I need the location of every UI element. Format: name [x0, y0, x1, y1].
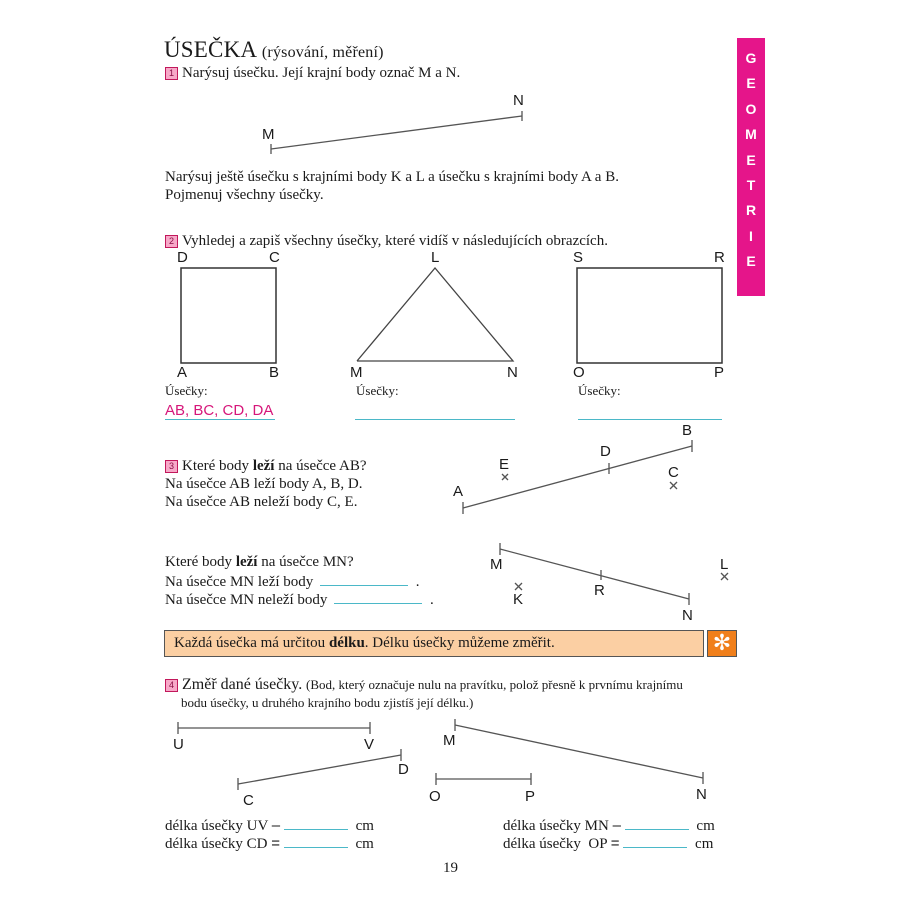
question-bold: leží — [252, 458, 275, 474]
unit-label: cm — [695, 836, 714, 852]
exercise-number-badge: 3 — [165, 460, 178, 473]
point-label-e: E — [499, 456, 510, 473]
title-subtitle: (rýsování, měření) — [261, 44, 384, 61]
measure-row-op — [503, 833, 713, 853]
not-on-mn-input[interactable] — [334, 589, 422, 604]
exercise-1-followup-2: Pojmenuj všechny úsečky. — [165, 187, 324, 203]
not-on-mn-row — [165, 589, 434, 609]
exercise-4-instruction — [165, 676, 683, 694]
point-label-c: C — [668, 464, 679, 481]
instruction-text: Vyhledej a zapiš všechny úsečky, které vidíš v následujících obrazcích. — [182, 233, 608, 249]
measure-row-cd — [165, 833, 374, 853]
period: . — [429, 592, 434, 608]
point-label-n: N — [682, 607, 693, 624]
sidebar-letter: E — [746, 75, 756, 92]
vertex-label-d: D — [177, 249, 188, 266]
measure-label: délka úsečky CD — [165, 836, 268, 852]
point-label-r: R — [594, 582, 605, 599]
unit-label: cm — [355, 836, 374, 852]
point-label-c: C — [243, 792, 254, 809]
exercise-number-badge: 2 — [165, 235, 178, 248]
unit-label: cm — [355, 818, 374, 834]
point-label-n: N — [696, 786, 707, 803]
sidebar-letter: O — [745, 100, 757, 117]
prompt-text: Na úsečce MN neleží body — [165, 592, 328, 608]
exercise-number-badge: 4 — [165, 679, 178, 692]
answer-field-rectangle[interactable] — [578, 402, 722, 420]
point-label-n: N — [513, 92, 524, 109]
vertex-label-m: M — [350, 364, 363, 381]
mn-length-input[interactable] — [625, 815, 689, 830]
sidebar-letter: I — [749, 227, 753, 244]
point-label-a: A — [453, 483, 464, 500]
vertex-label-s: S — [573, 249, 584, 266]
vertex-label-l: L — [431, 249, 440, 266]
lies-on-mn-row — [165, 571, 420, 591]
exercise-number-badge: 1 — [165, 67, 178, 80]
point-label-p: P — [525, 788, 536, 805]
point-label-d: D — [398, 761, 409, 778]
title-main: ÚSEČKA — [164, 37, 256, 62]
point-label-b: B — [682, 422, 693, 439]
cd-length-input[interactable] — [284, 833, 348, 848]
answer-lies-on-ab: Na úsečce AB leží body A, B, D. — [165, 476, 363, 492]
exercise-1-followup: Narýsuj ještě úsečku s krajními body K a L a úsečku s krajními body A a B. — [165, 169, 619, 185]
sidebar-letter: M — [745, 126, 757, 143]
instruction-text: Narýsuj úsečku. Její krajní body označ M a N. — [182, 65, 461, 81]
question-text: Které body — [182, 458, 253, 474]
vertex-label-o: O — [573, 364, 585, 381]
measure-sign: – — [612, 817, 621, 834]
vertex-label-a: A — [177, 364, 188, 381]
point-label-m: M — [443, 732, 456, 749]
op-length-input[interactable] — [623, 833, 687, 848]
measure-sign: – — [271, 817, 281, 834]
point-label-o: O — [429, 788, 441, 805]
uv-length-input[interactable] — [284, 815, 348, 830]
exercise-4-hint-2: bodu úsečky, u druhého krajního bodu zjistíš její délku.) — [181, 695, 474, 710]
question-text: na úsečce AB? — [274, 458, 367, 474]
info-note-text — [174, 634, 555, 652]
instruction-text: Změř dané úsečky. — [182, 676, 303, 693]
unit-label: cm — [696, 818, 715, 834]
measure-sign: = — [271, 835, 280, 852]
measure-sign: = — [610, 835, 620, 852]
measure-label: délka úsečky MN — [503, 818, 609, 834]
point-label-d: D — [600, 443, 611, 460]
sidebar-letter: E — [746, 253, 756, 270]
question-text: na úsečce MN? — [257, 554, 354, 570]
answer-not-on-ab: Na úsečce AB neleží body C, E. — [165, 494, 358, 510]
point-label-u: U — [173, 736, 184, 753]
measure-label: délka úsečky OP — [503, 836, 608, 852]
lies-on-mn-input[interactable] — [320, 571, 408, 586]
vertex-label-r: R — [714, 249, 725, 266]
point-label-k: K — [513, 591, 524, 608]
exercise-2-instruction — [165, 232, 608, 250]
vertex-label-n: N — [507, 364, 518, 381]
measure-row-uv — [165, 815, 374, 835]
point-label-m: M — [262, 126, 275, 143]
sidebar-letter: E — [746, 151, 756, 168]
period: . — [415, 574, 420, 590]
segments-label: Úsečky: — [356, 383, 399, 398]
note-bold: délku — [328, 635, 365, 651]
note-text: Každá úsečka má určitou — [174, 635, 329, 651]
answer-field-square[interactable]: AB, BC, CD, DA — [165, 402, 274, 419]
vertex-label-c: C — [269, 249, 280, 266]
measure-label: délka úsečky UV — [165, 818, 269, 834]
question-bold: leží — [235, 554, 258, 570]
exercise-3-question-1 — [165, 457, 367, 475]
segments-label: Úsečky: — [165, 383, 208, 398]
vertex-label-b: B — [269, 364, 280, 381]
exercise-3-question-2 — [165, 553, 354, 571]
point-label-m: M — [490, 556, 503, 573]
hint-text: (Bod, který označuje nulu na pravítku, polož přesně k prvnímu krajnímu — [306, 677, 683, 692]
answer-field-triangle[interactable] — [355, 402, 515, 420]
point-label-v: V — [364, 736, 375, 753]
sidebar-letter: T — [746, 176, 756, 193]
prompt-text: Na úsečce MN leží body — [165, 574, 314, 590]
segments-label: Úsečky: — [578, 383, 621, 398]
measure-row-mn — [503, 815, 715, 835]
vertex-label-p: P — [714, 364, 725, 381]
question-text: Které body — [165, 554, 236, 570]
page-number: 19 — [443, 860, 458, 876]
sidebar-letter: G — [745, 50, 757, 66]
asterisk-flower-icon: ✻ — [707, 630, 737, 657]
point-label-l: L — [720, 556, 729, 573]
sidebar-letter: R — [745, 202, 757, 219]
note-text: . Délku úsečky můžeme změřit. — [364, 635, 555, 651]
